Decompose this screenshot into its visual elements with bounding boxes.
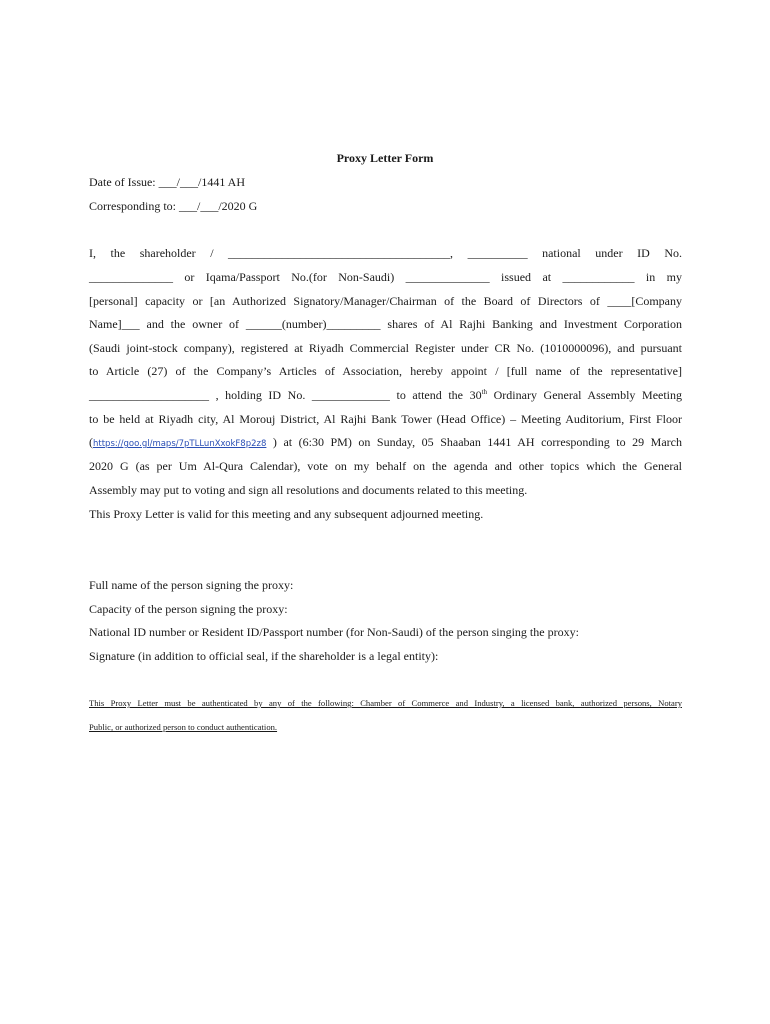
ordinal-suffix: th [481,388,488,396]
body-line-5: (Saudi joint-stock company), registered at Riyadh Commercial Register under CR No. (1010000096), and pursuant [89,341,682,355]
validity-statement: This Proxy Letter is valid for this meeting and any subsequent adjourned meeting. [89,507,484,521]
field-national-id: National ID number or Resident ID/Passport number (for Non-Saudi) of the person singing the proxy: [89,625,579,639]
body-line-7 [89,388,682,403]
map-link[interactable]: https://goo.gl/maps/7pTLLunXxokF8p2z8 [93,439,267,449]
body-line-4: Name]___ and the owner of ______(number)_________ shares of Al Rajhi Banking and Investment Corporation [89,317,682,331]
authentication-note-line-2: Public, or authorized person to conduct authentication. [89,722,278,732]
document-title: Proxy Letter Form [336,151,434,165]
open-paren: ( [89,435,93,449]
field-full-name: Full name of the person signing the proxy: [89,578,294,592]
body-line-7-end: Ordinary General Assembly Meeting [487,388,683,402]
body-line-8: to be held at Riyadh city, Al Morouj District, Al Rajhi Bank Tower (Head Office) – Meeting Auditorium, First Floor [89,412,682,426]
field-signature: Signature (in addition to official seal, if the shareholder is a legal entity): [89,649,439,663]
authentication-note-line-1: This Proxy Letter must be authenticated by any of the following: Chamber of Commerce and Industry, a licensed bank, authorized persons, Notary [89,698,682,708]
body-line-7-start: ____________________ , holding ID No. _____________ to attend the 30 [89,388,482,402]
field-capacity: Capacity of the person signing the proxy: [89,602,288,616]
body-line-3: [personal] capacity or [an Authorized Signatory/Manager/Chairman of the Board of Directors of ____[Company [89,294,682,308]
body-line-2: ______________ or Iqama/Passport No.(for Non-Saudi) ______________ issued at ____________ in my [89,270,682,284]
body-line-9 [89,435,682,450]
body-line-9-end: ) at (6:30 PM) on Sunday, 05 Shaaban 1441 AH corresponding to 29 March [266,435,682,449]
body-line-10: 2020 G (as per Um Al-Qura Calendar), vote on my behalf on the agenda and other topics which the General [89,459,682,473]
corresponding-date: Corresponding to: ___/___/2020 G [89,199,258,213]
body-line-11: Assembly may put to voting and sign all resolutions and documents related to this meeting. [89,483,528,497]
body-line-1: I, the shareholder / _____________________________________, __________ national under ID No. [89,246,682,260]
date-of-issue: Date of Issue: ___/___/1441 AH [89,175,245,189]
body-line-6: to Article (27) of the Company’s Articles of Association, hereby appoint / [full name of the representative] [89,364,682,378]
